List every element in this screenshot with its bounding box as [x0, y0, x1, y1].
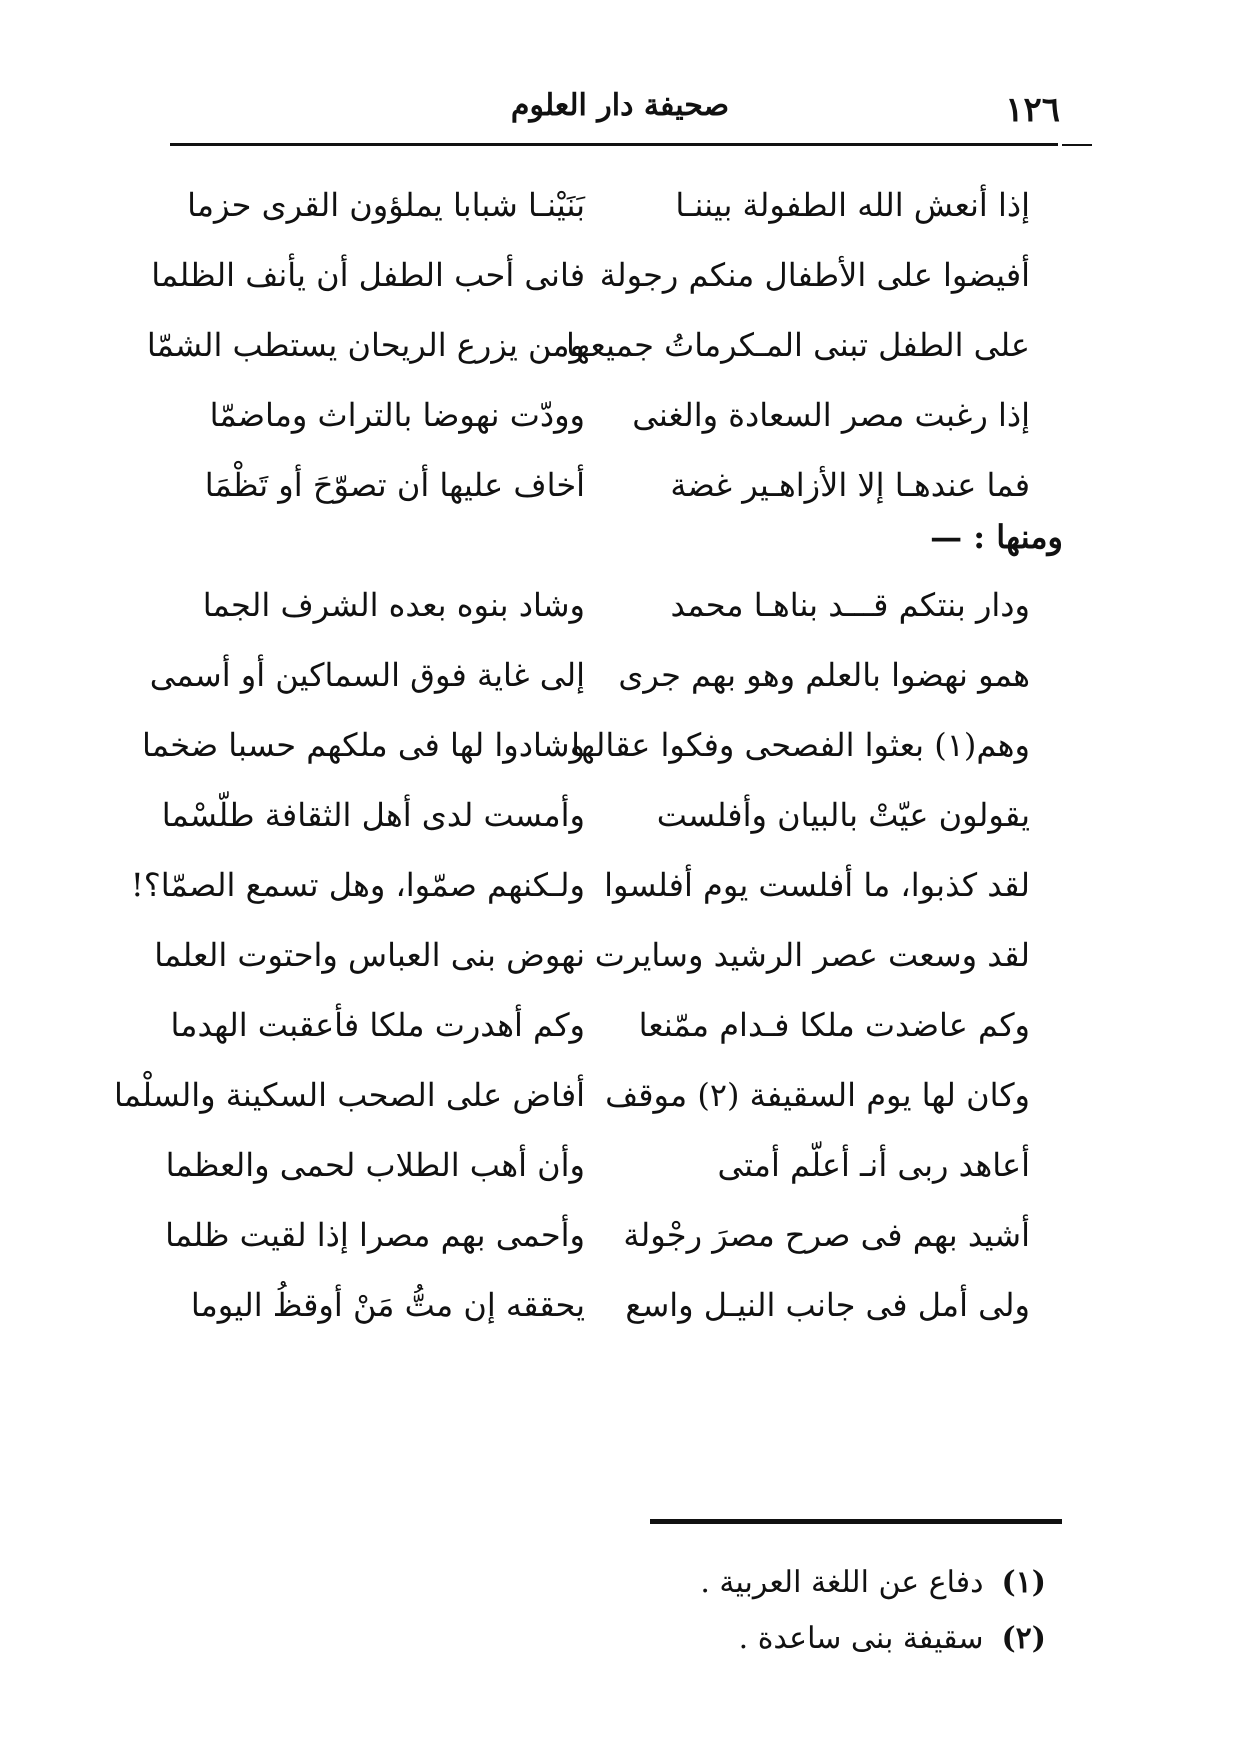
verse-second-hemistich: وأمست لدى أهل الثقافة طلّسْما [161, 796, 585, 834]
verse-block-1 [146, 170, 1030, 520]
verse-line [146, 310, 1030, 380]
verse-second-hemistich: وكم أهدرت ملكا فأعقبت الهدما [170, 1006, 585, 1044]
verse-line [165, 1200, 1030, 1270]
verse-line [187, 170, 1030, 240]
running-title: صحيفة دار العلوم [510, 88, 730, 123]
verse-first-hemistich: أفيضوا على الأطفال منكم رجولة [599, 256, 1030, 294]
header-rule-tail [1062, 144, 1092, 146]
footnote-text: سقيفة بنى ساعدة . [738, 1621, 984, 1656]
verse-first-hemistich: فما عندهـا إلا الأزاهـير غضة [670, 466, 1030, 504]
section-marker: ومنها : — [930, 518, 1063, 556]
verse-first-hemistich: وكم عاضدت ملكا فـدام ممّنعا [638, 1006, 1030, 1044]
header-rule [170, 143, 1058, 146]
page-number: ١٢٦ [1005, 90, 1060, 130]
verse-first-hemistich: يقولون عيّتْ بالبيان وأفلست [656, 796, 1030, 834]
footnote [546, 1555, 1046, 1611]
verse-first-hemistich: أعاهد ربى أنـ أعلّم أمتى [717, 1146, 1030, 1184]
verse-second-hemistich: فانى أحب الطفل أن يأنف الظلما [151, 256, 585, 294]
verse-line [149, 640, 1030, 710]
verse-line [200, 450, 1030, 520]
verse-second-hemistich: بَنَيْنـا شبابا يملؤون القرى حزما [187, 186, 585, 224]
verse-first-hemistich: أشيد بهم فى صرح مصرَ رجْولة [623, 1216, 1030, 1254]
verse-block-2 [114, 570, 1030, 1340]
verse-second-hemistich: وودّت نهوضا بالتراث وماضمّا [209, 396, 585, 434]
verse-line [161, 780, 1030, 850]
verse-second-hemistich: ولـكنهم صمّوا، وهل تسمع الصمّا؟! [130, 866, 585, 904]
verse-second-hemistich: وأحمى بهم مصرا إذا لقيت ظلما [165, 1216, 585, 1254]
verse-line [170, 990, 1030, 1060]
verse-first-hemistich: همو نهضوا بالعلم وهو بهم جرى [618, 656, 1030, 694]
verse-first-hemistich: وكان لها يوم السقيفة (٢) موقف [605, 1076, 1030, 1114]
verse-first-hemistich: لقد وسعت عصر الرشيد وسايرت [594, 936, 1030, 974]
verse-line [165, 1130, 1030, 1200]
verse-second-hemistich: نهوض بنى العباس واحتوت العلما [154, 936, 585, 974]
verse-first-hemistich: إذا رغبت مصر السعادة والغنى [632, 396, 1030, 434]
verse-first-hemistich: وهم(١) بعثوا الفصحى وفكوا عقالها [571, 726, 1030, 764]
verse-second-hemistich: وشاد بنوه بعده الشرف الجما [202, 586, 585, 624]
footnote-rule [650, 1519, 1062, 1524]
verse-first-hemistich: إذا أنعش الله الطفولة بيننـا [675, 186, 1030, 224]
verse-second-hemistich: وأن أهب الطلاب لحمى والعظما [165, 1146, 585, 1184]
footnotes [546, 1555, 1046, 1667]
verse-line [200, 380, 1030, 450]
verse-second-hemistich: إلى غاية فوق السماكين أو أسمى [149, 656, 585, 694]
footnote [546, 1611, 1046, 1667]
footnote-number: (١) [1001, 1565, 1046, 1600]
verse-second-hemistich: وشادوا لها فى ملكهم حسبا ضخما [142, 726, 585, 764]
footnote-number: (٢) [1001, 1621, 1046, 1656]
verse-second-hemistich: أفاض على الصحب السكينة والسلْما [114, 1076, 585, 1114]
verse-line [151, 240, 1030, 310]
verse-line [154, 920, 1030, 990]
verse-line [200, 570, 1030, 640]
verse-line [142, 710, 1030, 780]
footnote-text: دفاع عن اللغة العربية . [700, 1565, 984, 1600]
verse-first-hemistich: ودار بنتكم قـــد بناهـا محمد [670, 586, 1030, 624]
verse-first-hemistich: لقد كذبوا، ما أفلست يوم أفلسوا [604, 866, 1030, 904]
verse-line [130, 850, 1030, 920]
verse-first-hemistich: على الطفل تبنى المـكرماتُ جميعها [566, 326, 1030, 364]
verse-line [190, 1270, 1030, 1340]
verse-second-hemistich: ومن يزرع الريحان يستطب الشمّا [146, 326, 585, 364]
verse-second-hemistich: أخاف عليها أن تصوّحَ أو تَظْمَا [204, 466, 585, 504]
verse-line [114, 1060, 1030, 1130]
verse-first-hemistich: ولى أمل فى جانب النيـل واسع [625, 1286, 1030, 1324]
verse-second-hemistich: يحققه إن متُّ مَنْ أوقظُ اليوما [190, 1286, 585, 1324]
page-header [170, 80, 1070, 140]
